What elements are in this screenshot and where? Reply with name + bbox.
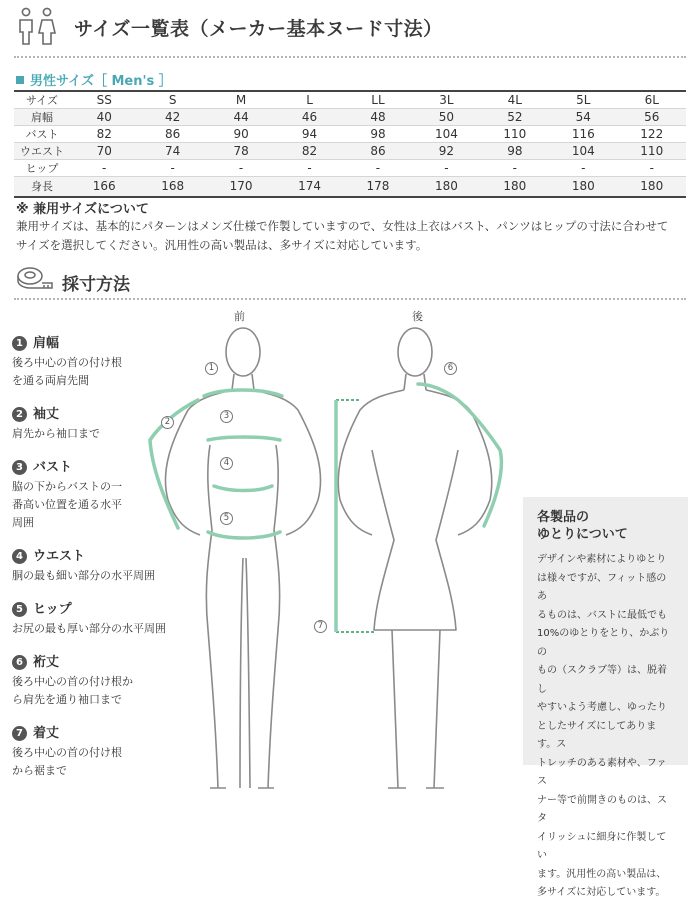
table-row bbox=[14, 126, 686, 143]
size-col-header: S bbox=[138, 91, 206, 109]
measure-label: バスト bbox=[33, 460, 73, 475]
shared-text-line: サイズを選択してください。汎用性の高い製品は、多サイズに対応しています。 bbox=[16, 238, 428, 252]
size-col-header: 4L bbox=[481, 91, 549, 109]
measure-label: ヒップ bbox=[33, 602, 72, 617]
table-cell: 180 bbox=[481, 177, 549, 197]
table-cell: 116 bbox=[549, 126, 617, 143]
desc-line: 後ろ中心の首の付け根 bbox=[12, 356, 122, 369]
number-badge: 1 bbox=[12, 336, 27, 351]
table-cell: 174 bbox=[275, 177, 343, 197]
desc-line: ら肩先を通り袖口まで bbox=[12, 693, 122, 706]
table-cell: 98 bbox=[344, 126, 412, 143]
measure-label: ウエスト bbox=[33, 549, 86, 564]
note-line: は様々ですが、フィット感のあ bbox=[537, 572, 667, 602]
measure-title: 採寸方法 bbox=[62, 275, 130, 295]
table-cell: 92 bbox=[412, 143, 480, 160]
shared-size-heading: ※ 兼用サイズについて bbox=[16, 202, 149, 217]
measure-label: 肩幅 bbox=[33, 336, 60, 351]
table-cell: - bbox=[344, 160, 412, 177]
table-cell: 110 bbox=[618, 143, 687, 160]
note-title bbox=[537, 509, 674, 543]
table-header-label: サイズ bbox=[14, 91, 70, 109]
note-line: るものは、バストに最低でも bbox=[537, 609, 667, 621]
figure-number-5: 5 bbox=[220, 512, 233, 525]
measure-label: 袖丈 bbox=[33, 407, 60, 422]
desc-line: から裾まで bbox=[12, 764, 67, 777]
table-cell: 104 bbox=[412, 126, 480, 143]
number-badge: 6 bbox=[12, 655, 27, 670]
desc-line: 番高い位置を通る水平 bbox=[12, 498, 122, 511]
fit-note-box bbox=[523, 497, 688, 898]
note-title-line: ゆとりについて bbox=[537, 527, 628, 542]
table-cell: 180 bbox=[412, 177, 480, 197]
number-badge: 4 bbox=[12, 549, 27, 564]
size-col-header: M bbox=[207, 91, 275, 109]
note-line: 10%のゆとりをとり、かぶりの bbox=[537, 628, 670, 658]
desc-line: 脇の下からバストの一 bbox=[12, 480, 122, 493]
desc-line: 肩先から袖口まで bbox=[12, 427, 100, 440]
table-cell: - bbox=[207, 160, 275, 177]
note-line: ます。汎用性の高い製品は、 bbox=[537, 868, 667, 880]
desc-line: 胴の最も細い部分の水平周囲 bbox=[12, 569, 155, 582]
figure-number-4: 4 bbox=[220, 457, 233, 470]
table-cell: 42 bbox=[138, 109, 206, 126]
table-cell: - bbox=[481, 160, 549, 177]
people-icon bbox=[16, 6, 58, 46]
desc-line: を通る両肩先間 bbox=[12, 374, 89, 387]
table-cell: 82 bbox=[70, 126, 138, 143]
table-cell: 110 bbox=[481, 126, 549, 143]
table-cell: - bbox=[412, 160, 480, 177]
figure-number-1: 1 bbox=[205, 362, 218, 375]
table-row bbox=[14, 160, 686, 177]
page-header bbox=[14, 4, 686, 52]
table-cell: 104 bbox=[549, 143, 617, 160]
tape-measure-icon bbox=[16, 264, 54, 292]
size-table bbox=[14, 90, 686, 198]
table-cell: 44 bbox=[207, 109, 275, 126]
table-cell: 56 bbox=[618, 109, 687, 126]
row-label: バスト bbox=[14, 126, 70, 143]
size-col-header: 5L bbox=[549, 91, 617, 109]
table-cell: 52 bbox=[481, 109, 549, 126]
number-badge: 5 bbox=[12, 602, 27, 617]
size-col-header: L bbox=[275, 91, 343, 109]
table-cell: - bbox=[70, 160, 138, 177]
note-line: やすいよう考慮し、ゆったり bbox=[537, 702, 667, 713]
table-cell: 170 bbox=[207, 177, 275, 197]
measure-label: 裄丈 bbox=[33, 655, 60, 670]
table-cell: 178 bbox=[344, 177, 412, 197]
desc-line: 後ろ中心の首の付け根 bbox=[12, 746, 122, 759]
desc-line: お尻の最も厚い部分の水平周囲 bbox=[12, 622, 166, 635]
desc-line: 周囲 bbox=[12, 516, 34, 529]
table-cell: 94 bbox=[275, 126, 343, 143]
figure-number-6: 6 bbox=[444, 362, 457, 375]
note-line: トレッチのある素材や、ファス bbox=[537, 757, 667, 787]
size-col-header: LL bbox=[344, 91, 412, 109]
table-row bbox=[14, 109, 686, 126]
table-cell: 50 bbox=[412, 109, 480, 126]
shared-text-line: 兼用サイズは、基本的にパターンはメンズ仕様で作製していますので、女性は上衣はバスト、パンツはヒップの寸法に合わせて bbox=[16, 219, 669, 233]
table-cell: 180 bbox=[618, 177, 687, 197]
row-label: ウエスト bbox=[14, 143, 70, 160]
table-cell: 74 bbox=[138, 143, 206, 160]
table-header-row bbox=[14, 91, 686, 109]
table-cell: 48 bbox=[344, 109, 412, 126]
table-row bbox=[14, 143, 686, 160]
table-cell: 168 bbox=[138, 177, 206, 197]
table-cell: 54 bbox=[549, 109, 617, 126]
note-line: もの（スクラブ等）は、脱着し bbox=[537, 665, 667, 695]
note-title-line: 各製品の bbox=[537, 510, 590, 525]
divider bbox=[14, 56, 686, 58]
figure-number-3: 3 bbox=[220, 410, 233, 423]
table-cell: 78 bbox=[207, 143, 275, 160]
note-line: ナー等で前開きのものは、スタ bbox=[537, 794, 667, 824]
number-badge: 2 bbox=[12, 407, 27, 422]
shared-size-text bbox=[16, 217, 688, 255]
table-cell: 40 bbox=[70, 109, 138, 126]
measure-label: 着丈 bbox=[33, 726, 60, 741]
table-cell: 46 bbox=[275, 109, 343, 126]
figure-number-2: 2 bbox=[161, 416, 174, 429]
number-badge: 7 bbox=[12, 726, 27, 741]
page-title: サイズ一覧表（メーカー基本ヌード寸法） bbox=[74, 18, 443, 40]
size-col-header: 3L bbox=[412, 91, 480, 109]
figure-number-7: 7 bbox=[314, 620, 327, 633]
front-view-label: 前 bbox=[234, 310, 245, 323]
table-cell: 82 bbox=[275, 143, 343, 160]
table-cell: 166 bbox=[70, 177, 138, 197]
note-line: 多サイズに対応しています。 bbox=[537, 887, 666, 898]
size-col-header: SS bbox=[70, 91, 138, 109]
note-line: としたサイズにしてあります。ス bbox=[537, 720, 657, 750]
size-col-header: 6L bbox=[618, 91, 687, 109]
number-badge: 3 bbox=[12, 460, 27, 475]
table-row bbox=[14, 177, 686, 197]
table-cell: 122 bbox=[618, 126, 687, 143]
back-view-label: 後 bbox=[412, 310, 423, 323]
table-cell: 86 bbox=[138, 126, 206, 143]
row-label: 肩幅 bbox=[14, 109, 70, 126]
table-cell: - bbox=[618, 160, 687, 177]
table-cell: 90 bbox=[207, 126, 275, 143]
desc-line: 後ろ中心の首の付け根か bbox=[12, 675, 133, 688]
row-label: 身長 bbox=[14, 177, 70, 197]
note-line: イリッシュに細身に作製してい bbox=[537, 831, 667, 861]
mens-size-heading bbox=[16, 70, 172, 89]
mens-heading-text: 男性サイズ［ Men's ］ bbox=[30, 74, 172, 89]
row-label: ヒップ bbox=[14, 160, 70, 177]
table-cell: - bbox=[275, 160, 343, 177]
square-bullet-icon bbox=[16, 76, 24, 84]
table-cell: - bbox=[549, 160, 617, 177]
table-cell: 180 bbox=[549, 177, 617, 197]
table-cell: 70 bbox=[70, 143, 138, 160]
table-cell: - bbox=[138, 160, 206, 177]
note-body bbox=[537, 551, 674, 903]
note-line: デザインや素材によりゆとり bbox=[537, 554, 667, 565]
table-cell: 98 bbox=[481, 143, 549, 160]
table-cell: 86 bbox=[344, 143, 412, 160]
